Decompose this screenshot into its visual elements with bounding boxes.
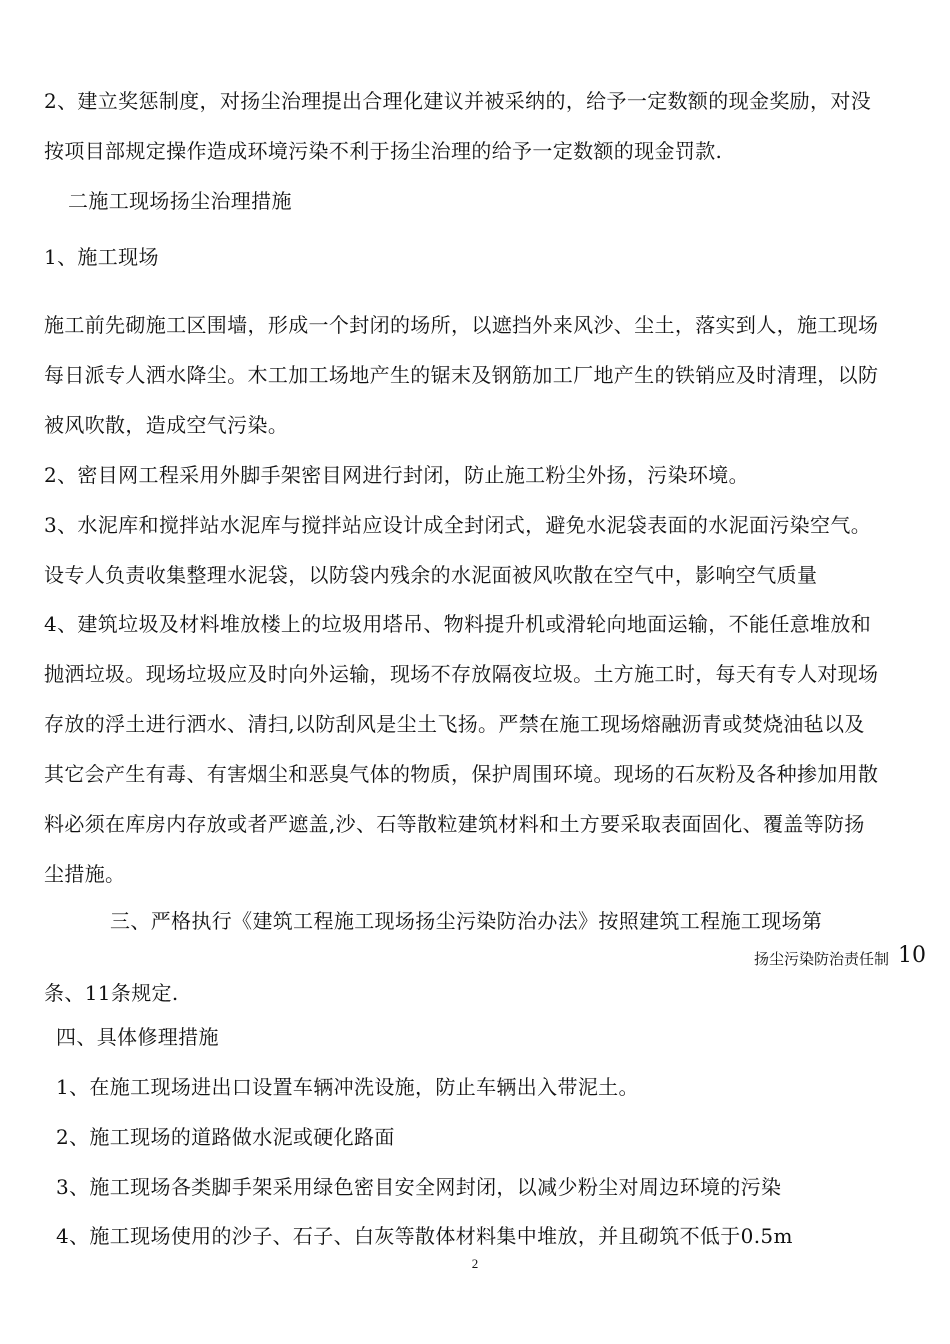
section-heading: 二施工现场扬尘治理措施	[68, 189, 292, 213]
margin-number: 10	[898, 943, 926, 968]
paragraph-line: 2、密目网工程采用外脚手架密目网进行封闭，防止施工粉尘外扬，污染环境。	[44, 463, 749, 487]
paragraph-line: 被风吹散，造成空气污染。	[44, 413, 289, 437]
paragraph-line: 4、建筑垃圾及材料堆放楼上的垃圾用塔吊、物料提升机或滑轮向地面运输，不能任意堆放和	[44, 612, 872, 636]
paragraph-line: 施工前先砌施工区围墙，形成一个封闭的场所，以遮挡外来风沙、尘土，落实到人，施工现场	[44, 313, 879, 337]
paragraph-line: 设专人负责收集整理水泥袋，以防袋内残余的水泥面被风吹散在空气中，影响空气质量	[44, 563, 818, 587]
list-item: 3、施工现场各类脚手架采用绿色密目安全网封闭，以减少粉尘对周边环境的污染	[56, 1175, 782, 1199]
paragraph-line: 料必须在库房内存放或者严遮盖,沙、石等散粒建筑材料和土方要采取表面固化、覆盖等防扬	[44, 812, 865, 836]
paragraph-line: 2、建立奖惩制度，对扬尘治理提出合理化建议并被采纳的，给予一定数额的现金奖励，对没	[44, 89, 872, 113]
paragraph-line: 按项目部规定操作造成环境污染不利于扬尘治理的给予一定数额的现金罚款.	[44, 139, 723, 163]
paragraph-line: 抛洒垃圾。现场垃圾应及时向外运输，现场不存放隔夜垃圾。土方施工时，每天有专人对现场	[44, 662, 879, 686]
section-heading: 四、具体修理措施	[56, 1025, 219, 1049]
paragraph-line: 3、水泥库和搅拌站水泥库与搅拌站应设计成全封闭式，避免水泥袋表面的水泥面污染空气。	[44, 513, 872, 537]
paragraph-line: 条、11条规定.	[44, 981, 179, 1005]
page-number: 2	[471, 1256, 479, 1271]
margin-note: 扬尘污染防治责任制	[754, 950, 890, 968]
subsection-heading: 1、施工现场	[44, 245, 159, 269]
paragraph-line: 其它会产生有毒、有害烟尘和恶臭气体的物质，保护周围环境。现场的石灰粉及各种掺加用散	[44, 762, 879, 786]
section-heading: 三、严格执行《建筑工程施工现场扬尘污染防治办法》按照建筑工程施工现场第	[110, 909, 823, 933]
list-item: 2、施工现场的道路做水泥或硬化路面	[56, 1125, 395, 1149]
list-item: 1、在施工现场进出口设置车辆冲洗设施，防止车辆出入带泥土。	[56, 1075, 639, 1099]
paragraph-line: 每日派专人洒水降尘。木工加工场地产生的锯末及钢筋加工厂地产生的铁销应及时清理，以防	[44, 363, 879, 387]
paragraph-line: 存放的浮土进行洒水、清扫,以防刮风是尘土飞扬。严禁在施工现场熔融沥青或焚烧油毡以及	[44, 712, 865, 736]
paragraph-line: 尘措施。	[44, 862, 126, 886]
list-item: 4、施工现场使用的沙子、石子、白灰等散体材料集中堆放，并且砌筑不低于0.5m	[56, 1224, 793, 1248]
